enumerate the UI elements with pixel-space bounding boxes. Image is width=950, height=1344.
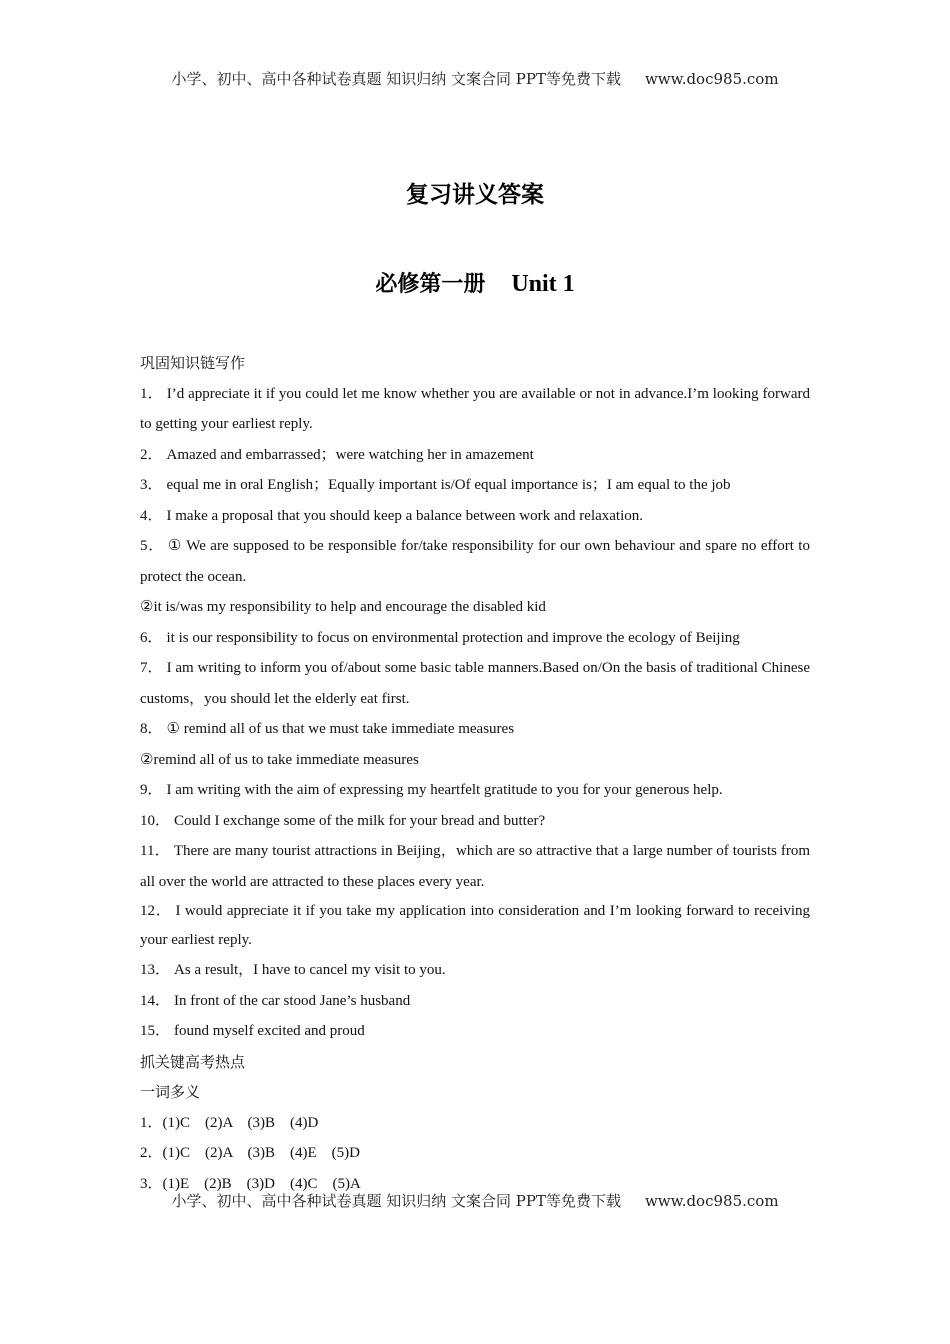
subtitle-book: 必修第一册 [375,272,486,297]
section-heading-hotspots: 抓关键高考热点 [140,1052,246,1071]
answer-item: 1． I’d appreciate it if you could let me know whether you are available or not in advance.I’m looking forward to getting your earliest reply. [140,385,810,432]
answer-item: 5． ① We are supposed to be responsible for/take responsibility for our own behaviour and spare no effort to protect the ocean. [140,538,810,585]
answer-item: 8． ① remind all of us that we must take immediate measures [140,721,515,737]
header-site-link[interactable]: www.doc985.com [644,70,779,88]
answer-content [140,348,810,1199]
choice-answer-row: 1．(1)C (2)A (3)B (4)D [140,1114,319,1131]
page-footer [0,1190,950,1211]
header-text: 小学、初中、高中各种试卷真题 知识归纳 文案合同 PPT等免费下载 [171,70,621,88]
answer-item: 9． I am writing with the aim of expressing my heartfelt gratitude to you for your generous help. [140,782,723,798]
answer-item: ②remind all of us to take immediate measures [140,751,419,768]
answer-item: 3． equal me in oral English；Equally important is/Of equal importance is；I am equal to the job [140,477,731,493]
document-title: 复习讲义答案 [406,182,544,208]
answer-item: 11． There are many tourist attractions in Beijing，which are so attractive that a large number of tourists from all over the world are attracted to these places every year. [140,843,810,890]
answer-item: 13． As a result，I have to cancel my visit to you. [140,962,446,978]
page-header [0,68,950,89]
answer-item: ②it is/was my responsibility to help and encourage the disabled kid [140,599,546,615]
answer-item: 10． Could I exchange some of the milk for your bread and butter? [140,812,546,829]
answer-item: 7． I am writing to inform you of/about some basic table manners.Based on/On the basis of traditional Chinese customs，you should let the elderly eat first. [140,660,810,707]
footer-site-link[interactable]: www.doc985.com [644,1192,779,1210]
answer-item: 4． I make a proposal that you should keep a balance between work and relaxation. [140,507,644,524]
choice-answer-row: 3．(1)E (2)B (3)D (4)C (5)A [140,1175,361,1192]
document-subtitle [0,267,950,298]
section-heading-writing: 巩固知识链写作 [140,354,246,372]
answer-item: 12． I would appreciate it if you take my application into consideration and I’m looking forward to receiving your earliest reply. [140,903,810,948]
choice-answer-row: 2．(1)C (2)A (3)B (4)E (5)D [140,1145,360,1161]
answer-item: 6． it is our responsibility to focus on environmental protection and improve the ecology of Beijing [140,629,740,646]
answer-item: 2． Amazed and embarrassed；were watching her in amazement [140,446,534,463]
section-subheading-polysemy: 一词多义 [140,1083,201,1101]
answer-item: 14． In front of the car stood Jane’s husband [140,992,411,1009]
footer-text: 小学、初中、高中各种试卷真题 知识归纳 文案合同 PPT等免费下载 [171,1192,621,1210]
subtitle-unit: Unit 1 [511,271,575,297]
answer-item: 15． found myself excited and proud [140,1023,365,1039]
